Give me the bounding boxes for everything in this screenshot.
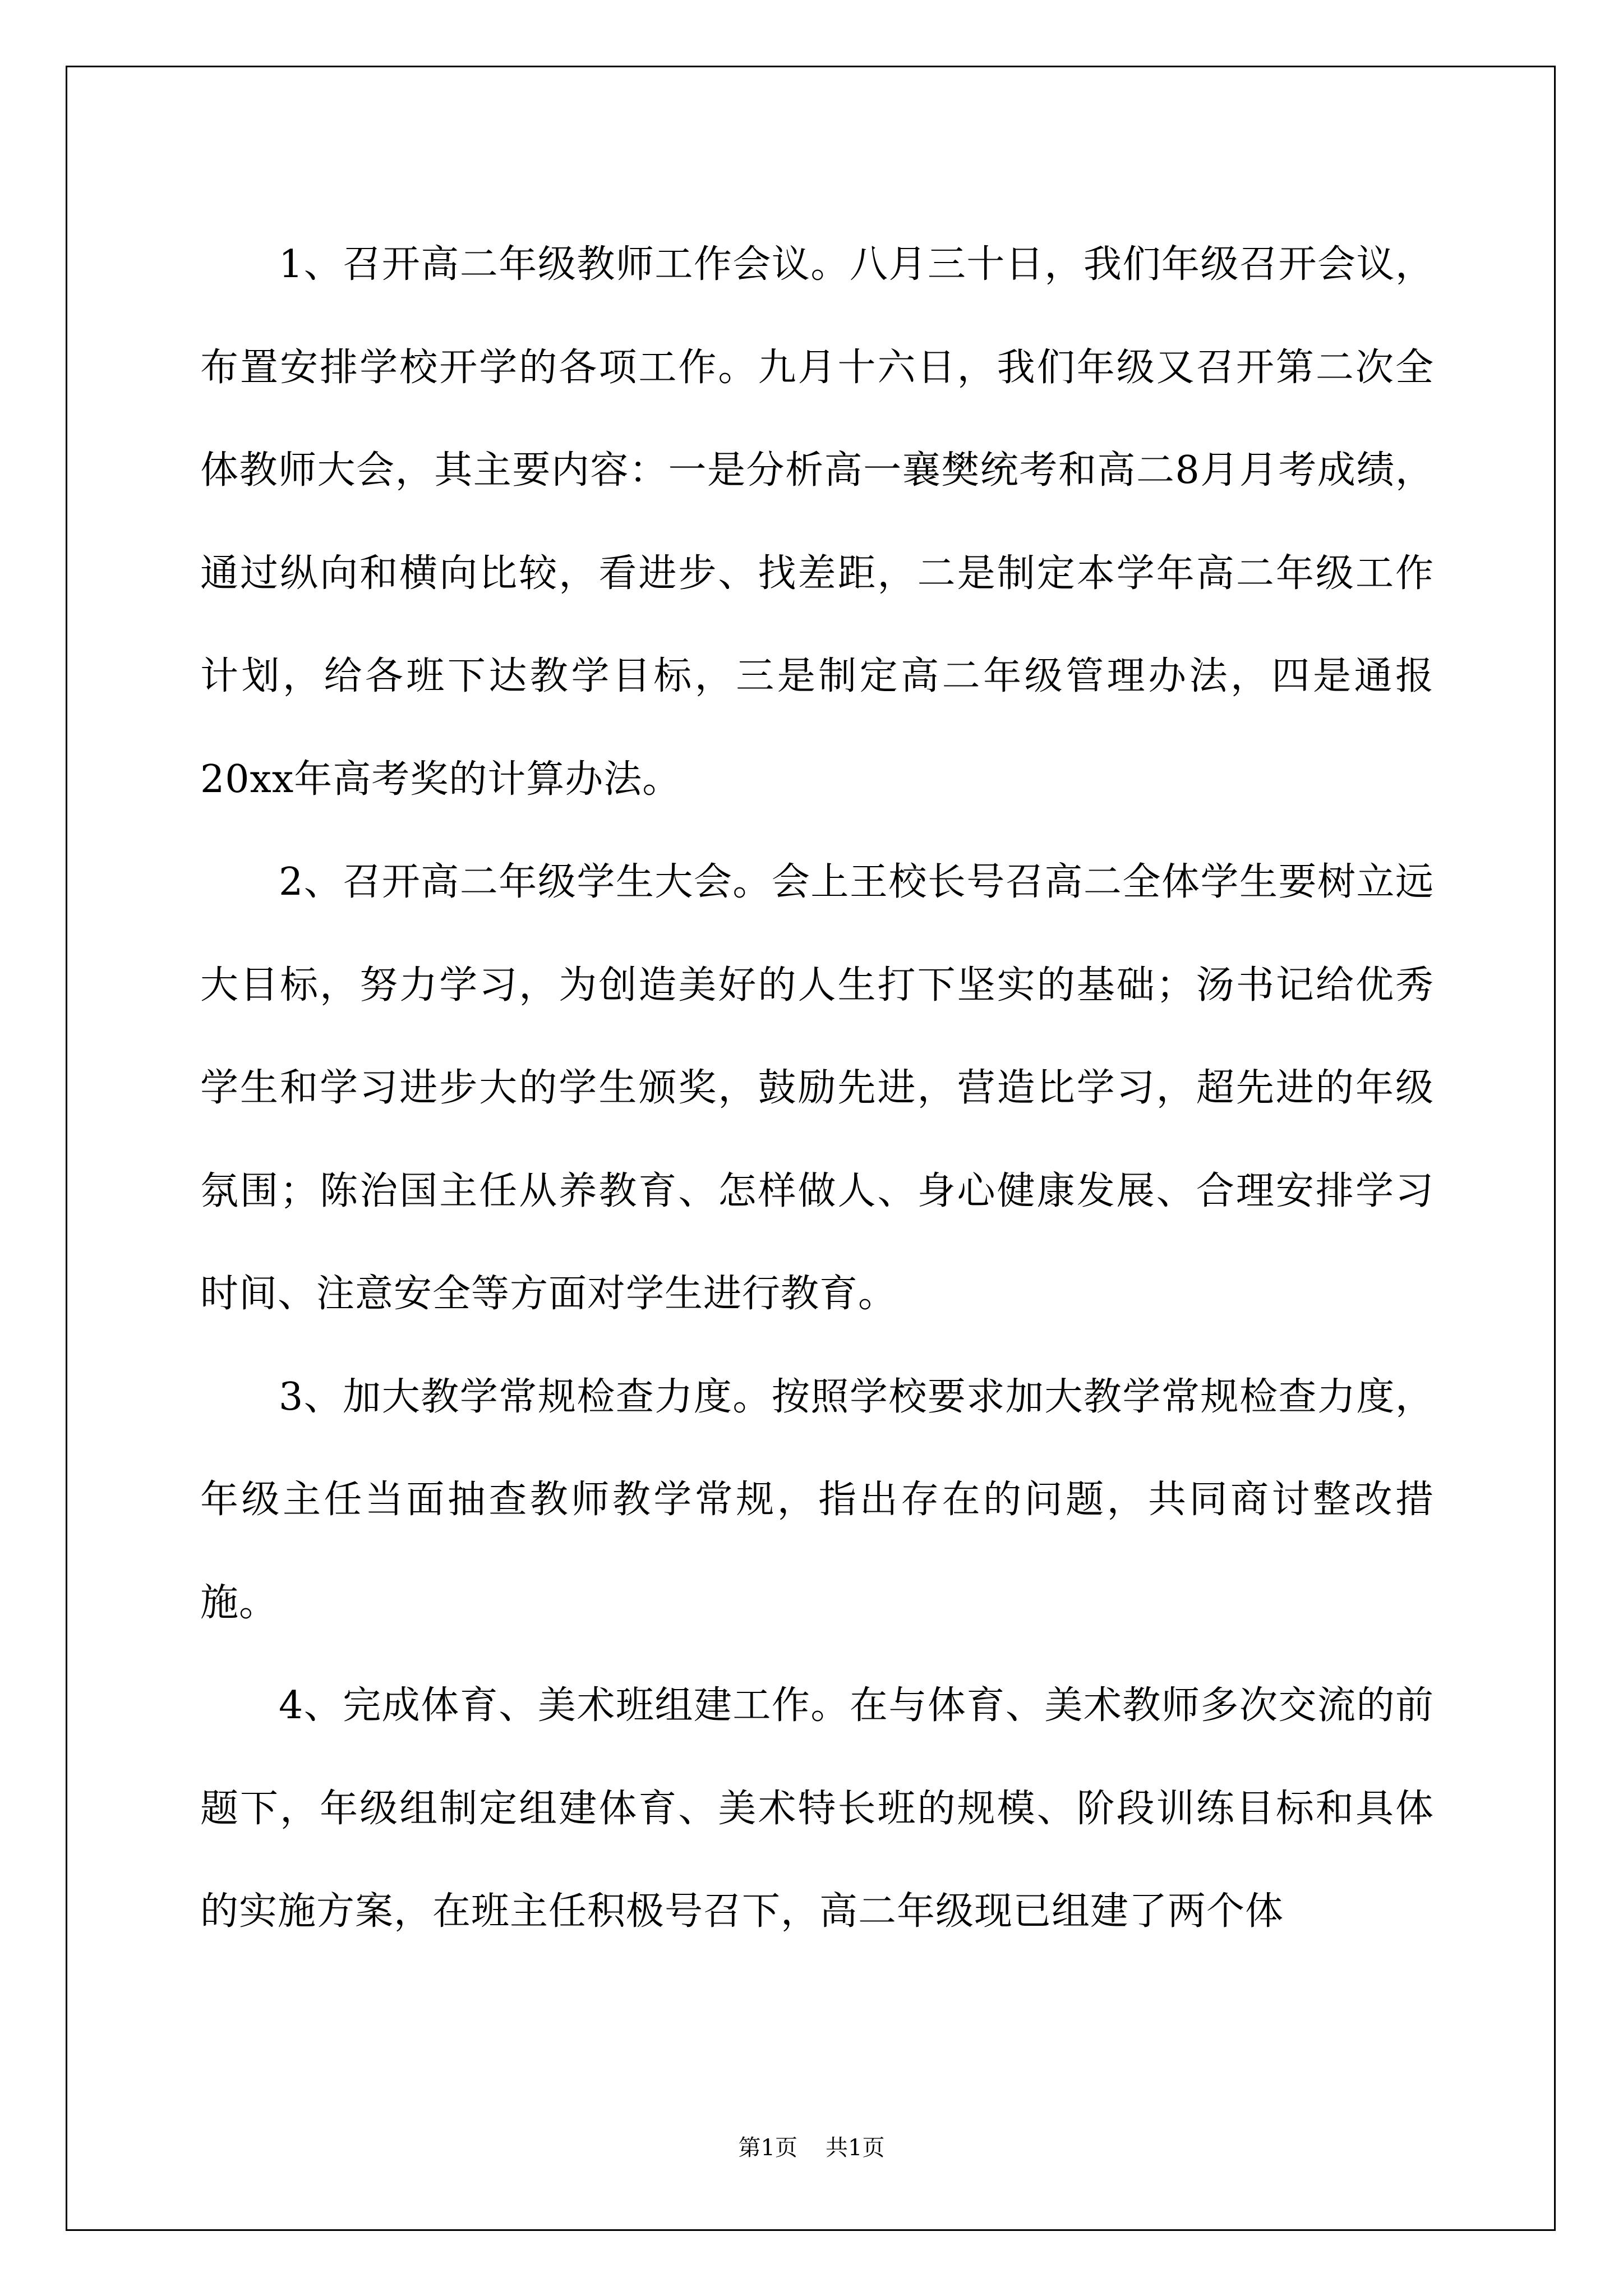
page-number: 第1页 xyxy=(738,2135,797,2161)
paragraph-3: 3、加大教学常规检查力度。按照学校要求加大教学常规检查力度，年级主任当面抽查教师教学常规，指出存在的问题，共同商讨整改措施。 xyxy=(200,1374,1434,1625)
page-footer xyxy=(0,2134,1623,2162)
paragraph-4: 4、完成体育、美术班组建工作。在与体育、美术教师多次交流的前题下，年级组制定组建体育、美术特长班的规模、阶段训练目标和具体的实施方案，在班主任积极号召下，高二年级现已组建了两个体 xyxy=(200,1683,1434,1934)
paragraph-2: 2、召开高二年级学生大会。会上王校长号召高二全体学生要树立远大目标，努力学习，为创造美好的人生打下坚实的基础；汤书记给优秀学生和学习进步大的学生颁奖，鼓励先进，营造比学习，超先进的年级氛围；陈治国主任从养教育、怎样做人、身心健康发展、合理安排学习时间、注意安全等方面对学生进行教育。 xyxy=(200,860,1434,1316)
page-total: 共1页 xyxy=(826,2135,885,2161)
paragraph-1: 1、召开高二年级教师工作会议。八月三十日，我们年级召开会议，布置安排学校开学的各项工作。九月十六日，我们年级又召开第二次全体教师大会，其主要内容：一是分析高一襄樊统考和高二8月月考成绩，通过纵向和横向比较，看进步、找差距，二是制定本学年高二年级工作计划，给各班下达教学目标，三是制定高二年级管理办法，四是通报20xx年高考奖的计算办法。 xyxy=(200,242,1434,802)
document-body xyxy=(200,213,1434,1963)
